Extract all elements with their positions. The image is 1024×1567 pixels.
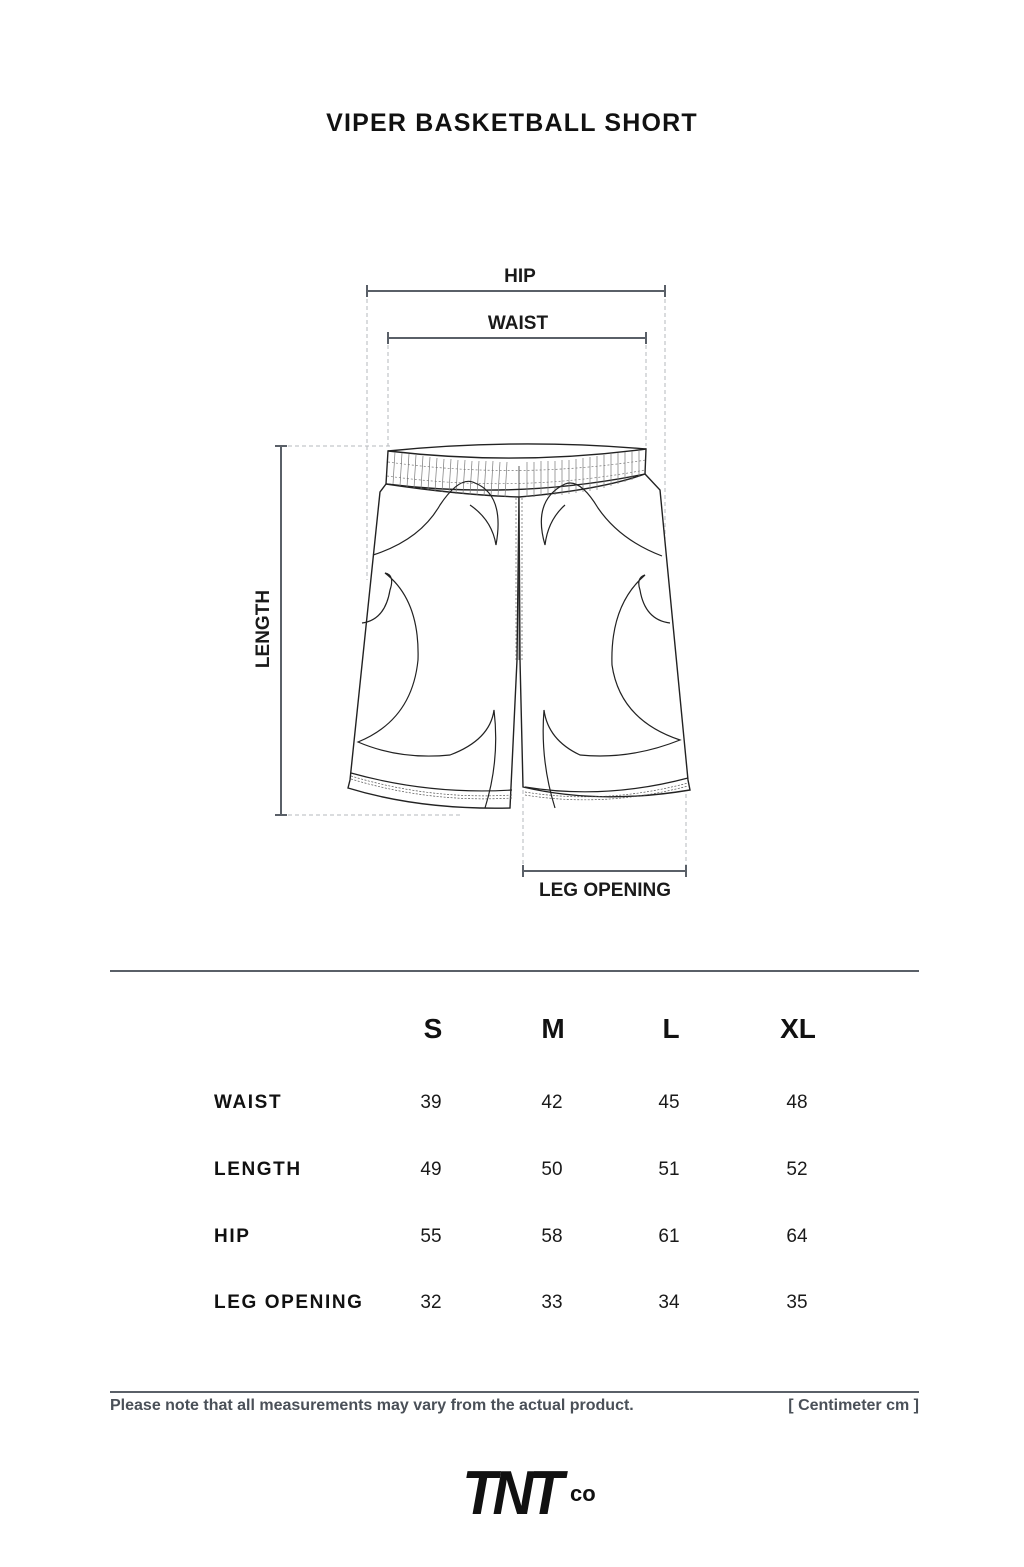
table-cell: 39 <box>420 1092 442 1113</box>
table-cell: 34 <box>658 1292 680 1313</box>
hip-dimension-label: HIP <box>504 266 536 287</box>
waist-dimension-label: WAIST <box>487 313 549 334</box>
table-cell: 51 <box>658 1159 680 1180</box>
table-cell: 50 <box>541 1159 563 1180</box>
row-label-length: LENGTH <box>214 1159 302 1180</box>
footer-divider <box>110 1391 919 1393</box>
length-dimension-label: LENGTH <box>253 589 274 669</box>
table-cell: 42 <box>541 1092 563 1113</box>
table-cell: 45 <box>658 1092 680 1113</box>
table-cell: 64 <box>786 1226 808 1247</box>
disclaimer-text: Please note that all measurements may vary from the actual product. <box>110 1397 634 1414</box>
table-cell: 48 <box>786 1092 808 1113</box>
row-label-hip: HIP <box>214 1226 251 1247</box>
leg-opening-dimension-label: LEG OPENING <box>539 880 671 901</box>
table-cell: 55 <box>420 1226 442 1247</box>
size-header-l: L <box>662 1013 680 1044</box>
unit-label: [ Centimeter cm ] <box>788 1397 919 1414</box>
page-title: VIPER BASKETBALL SHORT <box>326 109 698 137</box>
table-cell: 32 <box>420 1292 442 1313</box>
table-cell: 35 <box>786 1292 808 1313</box>
table-cell: 52 <box>786 1159 808 1180</box>
size-header-m: M <box>541 1013 565 1044</box>
table-top-divider <box>110 970 919 972</box>
table-cell: 33 <box>541 1292 563 1313</box>
brand-logo <box>458 1459 596 1528</box>
row-label-leg-opening: LEG OPENING <box>214 1292 364 1313</box>
logo-main: TNT <box>462 1459 560 1528</box>
table-cell: 58 <box>541 1226 563 1247</box>
row-label-waist: WAIST <box>214 1092 283 1113</box>
logo-sub: co <box>569 1481 596 1506</box>
size-header-s: S <box>423 1013 443 1044</box>
table-cell: 49 <box>420 1159 442 1180</box>
table-cell: 61 <box>658 1226 680 1247</box>
size-header-xl: XL <box>780 1013 816 1044</box>
